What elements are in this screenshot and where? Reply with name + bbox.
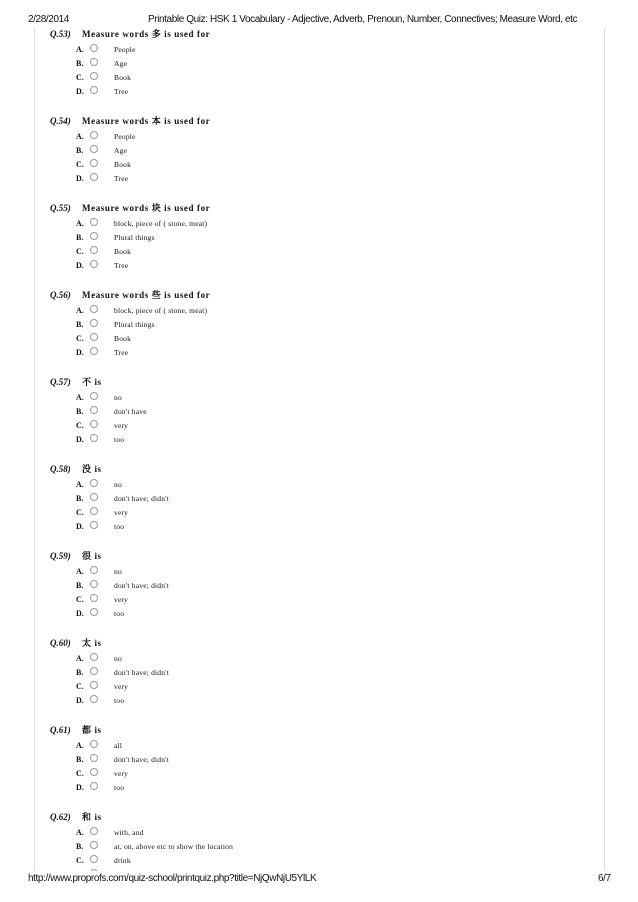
radio-button[interactable]	[90, 406, 98, 414]
option-text: Book	[114, 73, 132, 82]
option-text: Plural things	[114, 320, 155, 329]
question-text: 都 is	[82, 725, 102, 735]
answer-option[interactable]	[28, 840, 611, 854]
radio-button[interactable]	[90, 159, 98, 167]
option-letter: B.	[76, 668, 84, 677]
answer-option[interactable]	[28, 607, 611, 621]
answer-option[interactable]	[28, 593, 611, 607]
question-heading	[28, 635, 611, 652]
radio-button[interactable]	[90, 782, 98, 790]
question-block	[28, 548, 611, 621]
page-title: Printable Quiz: HSK 1 Vocabulary - Adjective, Adverb, Prenoun, Number, Connectives; Measure Word, etc	[148, 14, 578, 25]
question-text: Measure words 多 is used for	[82, 29, 211, 39]
answer-option[interactable]	[28, 739, 611, 753]
answer-option[interactable]	[28, 43, 611, 57]
answer-option[interactable]	[28, 826, 611, 840]
option-text: don't have; didn't	[114, 494, 170, 503]
question-heading	[28, 548, 611, 565]
radio-button[interactable]	[90, 827, 98, 835]
option-text: don't have; didn't	[114, 755, 170, 764]
question-heading	[28, 461, 611, 478]
page-number: 6/7	[598, 873, 611, 884]
option-letter: A.	[76, 828, 84, 837]
question-text: Measure words 本 is used for	[82, 116, 211, 126]
radio-button[interactable]	[90, 58, 98, 66]
option-text: too	[114, 435, 125, 444]
question-number: Q.61)	[50, 725, 71, 735]
option-text: no	[114, 393, 122, 402]
option-letter: A.	[76, 132, 84, 141]
radio-button[interactable]	[90, 681, 98, 689]
answer-option[interactable]	[28, 130, 611, 144]
question-block	[28, 809, 611, 871]
answer-option[interactable]	[28, 565, 611, 579]
question-number: Q.55)	[50, 203, 71, 213]
option-letter: B.	[76, 581, 84, 590]
radio-button[interactable]	[90, 580, 98, 588]
question-number: Q.58)	[50, 464, 71, 474]
radio-button[interactable]	[90, 493, 98, 501]
radio-button[interactable]	[90, 841, 98, 849]
option-text: don't have	[114, 407, 147, 416]
question-number: Q.56)	[50, 290, 71, 300]
option-text: don't have; didn't	[114, 581, 170, 590]
radio-button[interactable]	[90, 566, 98, 574]
answer-option[interactable]	[28, 781, 611, 795]
option-text: block, piece of ( stone, meat)	[114, 306, 208, 315]
option-letter: A.	[76, 306, 84, 315]
option-letter: A.	[76, 567, 84, 576]
option-letter: D.	[76, 348, 84, 357]
radio-button[interactable]	[90, 869, 98, 871]
question-heading	[28, 809, 611, 826]
answer-option[interactable]	[28, 172, 611, 186]
answer-option[interactable]	[28, 318, 611, 332]
print-date: 2/28/2014	[28, 14, 69, 25]
option-text: Tree	[114, 87, 129, 96]
question-number: Q.59)	[50, 551, 71, 561]
option-letter: C.	[76, 160, 84, 169]
question-block	[28, 200, 611, 273]
option-text: very	[114, 682, 129, 691]
radio-button[interactable]	[90, 44, 98, 52]
option-letter	[76, 868, 84, 871]
option-text: Plural things	[114, 233, 155, 242]
option-letter: D.	[76, 261, 84, 270]
answer-option[interactable]	[28, 579, 611, 593]
option-text: too	[114, 696, 125, 705]
option-text: at, on, above etc to show the location	[114, 842, 234, 851]
radio-button[interactable]	[90, 86, 98, 94]
option-letter: C.	[76, 508, 84, 517]
answer-option[interactable]	[28, 767, 611, 781]
answer-option[interactable]	[28, 217, 611, 231]
answer-option[interactable]	[28, 433, 611, 447]
question-number: Q.57)	[50, 377, 71, 387]
question-block	[28, 461, 611, 534]
radio-button[interactable]	[90, 653, 98, 661]
quiz-content	[28, 28, 611, 871]
radio-button[interactable]	[90, 855, 98, 863]
option-letter: C.	[76, 769, 84, 778]
option-letter: D.	[76, 435, 84, 444]
option-text: no	[114, 567, 122, 576]
radio-button[interactable]	[90, 695, 98, 703]
question-heading	[28, 287, 611, 304]
question-heading	[28, 374, 611, 391]
radio-button[interactable]	[90, 145, 98, 153]
print-header	[0, 14, 638, 28]
radio-button[interactable]	[90, 479, 98, 487]
option-letter: D.	[76, 522, 84, 531]
answer-option[interactable]	[28, 158, 611, 172]
option-text: no	[114, 480, 122, 489]
option-letter: D.	[76, 174, 84, 183]
question-number: Q.53)	[50, 29, 71, 39]
radio-button[interactable]	[90, 768, 98, 776]
option-letter: A.	[76, 219, 84, 228]
answer-option[interactable]	[28, 492, 611, 506]
radio-button[interactable]	[90, 667, 98, 675]
page-url: http://www.proprofs.com/quiz-school/printquiz.php?title=NjQwNjU5YlLK	[28, 873, 317, 884]
option-text: Tree	[114, 174, 129, 183]
answer-option[interactable]	[28, 346, 611, 360]
answer-option[interactable]	[28, 57, 611, 71]
radio-button[interactable]	[90, 754, 98, 762]
radio-button[interactable]	[90, 246, 98, 254]
question-block	[28, 287, 611, 360]
option-text: People	[114, 45, 136, 54]
answer-option[interactable]	[28, 405, 611, 419]
question-heading	[28, 28, 611, 43]
radio-button[interactable]	[90, 173, 98, 181]
option-text: all	[114, 741, 123, 750]
answer-option[interactable]	[28, 71, 611, 85]
option-letter: A.	[76, 393, 84, 402]
radio-button[interactable]	[90, 434, 98, 442]
option-letter: C.	[76, 73, 84, 82]
radio-button[interactable]	[90, 232, 98, 240]
option-letter: D.	[76, 783, 84, 792]
question-number: Q.62)	[50, 812, 71, 822]
option-text: no	[114, 654, 122, 663]
option-letter: C.	[76, 856, 84, 865]
option-letter: C.	[76, 334, 84, 343]
answer-option[interactable]	[28, 868, 611, 871]
question-block	[28, 28, 611, 99]
option-letter: B.	[76, 59, 84, 68]
option-text: People	[114, 132, 136, 141]
answer-option[interactable]	[28, 854, 611, 868]
option-text: very	[114, 595, 129, 604]
answer-option[interactable]	[28, 245, 611, 259]
radio-button[interactable]	[90, 420, 98, 428]
option-letter: A.	[76, 741, 84, 750]
answer-option[interactable]	[28, 259, 611, 273]
option-text	[114, 868, 123, 871]
radio-button[interactable]	[90, 347, 98, 355]
option-text: with, and	[114, 828, 144, 837]
radio-button[interactable]	[90, 740, 98, 748]
radio-button[interactable]	[90, 319, 98, 327]
option-letter: D.	[76, 87, 84, 96]
option-letter: D.	[76, 696, 84, 705]
option-text: too	[114, 609, 125, 618]
answer-option[interactable]	[28, 85, 611, 99]
question-text: 太 is	[82, 638, 102, 648]
question-text: 不 is	[82, 377, 102, 387]
question-text: 很 is	[82, 551, 102, 561]
print-footer	[0, 873, 638, 887]
option-letter: B.	[76, 842, 84, 851]
radio-button[interactable]	[90, 131, 98, 139]
option-letter: C.	[76, 595, 84, 604]
question-block	[28, 722, 611, 795]
option-letter: B.	[76, 407, 84, 416]
question-text: Measure words 块 is used for	[82, 203, 211, 213]
option-text: very	[114, 769, 129, 778]
question-heading	[28, 200, 611, 217]
option-letter: A.	[76, 654, 84, 663]
question-list	[28, 28, 611, 871]
option-letter: B.	[76, 320, 84, 329]
option-letter: C.	[76, 247, 84, 256]
option-text: too	[114, 783, 125, 792]
answer-option[interactable]	[28, 520, 611, 534]
radio-button[interactable]	[90, 218, 98, 226]
option-letter: C.	[76, 421, 84, 430]
option-text: Tree	[114, 261, 129, 270]
option-letter: A.	[76, 480, 84, 489]
option-letter: B.	[76, 233, 84, 242]
answer-option[interactable]	[28, 231, 611, 245]
answer-option[interactable]	[28, 652, 611, 666]
radio-button[interactable]	[90, 305, 98, 313]
answer-option[interactable]	[28, 666, 611, 680]
radio-button[interactable]	[90, 507, 98, 515]
option-letter: C.	[76, 682, 84, 691]
answer-option[interactable]	[28, 694, 611, 708]
question-number: Q.54)	[50, 116, 71, 126]
option-text: Book	[114, 247, 132, 256]
option-text: don't have; didn't	[114, 668, 170, 677]
question-heading	[28, 722, 611, 739]
option-letter: B.	[76, 146, 84, 155]
option-text: Age	[114, 59, 128, 68]
answer-option[interactable]	[28, 419, 611, 433]
question-block	[28, 635, 611, 708]
option-text: Age	[114, 146, 128, 155]
question-text: Measure words 些 is used for	[82, 290, 211, 300]
option-letter: B.	[76, 755, 84, 764]
option-text: Book	[114, 160, 132, 169]
answer-option[interactable]	[28, 304, 611, 318]
option-text: very	[114, 421, 129, 430]
answer-option[interactable]	[28, 753, 611, 767]
option-text: drink	[114, 856, 131, 865]
question-number: Q.60)	[50, 638, 71, 648]
answer-option[interactable]	[28, 391, 611, 405]
radio-button[interactable]	[90, 72, 98, 80]
radio-button[interactable]	[90, 333, 98, 341]
radio-button[interactable]	[90, 392, 98, 400]
radio-button[interactable]	[90, 608, 98, 616]
option-text: Book	[114, 334, 132, 343]
option-letter: D.	[76, 609, 84, 618]
question-block	[28, 374, 611, 447]
answer-option[interactable]	[28, 332, 611, 346]
radio-button[interactable]	[90, 594, 98, 602]
answer-option[interactable]	[28, 680, 611, 694]
option-text: block, piece of ( stone, meat)	[114, 219, 208, 228]
radio-button[interactable]	[90, 521, 98, 529]
option-letter: B.	[76, 494, 84, 503]
question-text: 没 is	[82, 464, 102, 474]
answer-option[interactable]	[28, 506, 611, 520]
option-letter: A.	[76, 45, 84, 54]
option-text: too	[114, 522, 125, 531]
answer-option[interactable]	[28, 478, 611, 492]
question-text: 和 is	[82, 812, 102, 822]
option-text: very	[114, 508, 129, 517]
option-text: Tree	[114, 348, 129, 357]
answer-option[interactable]	[28, 144, 611, 158]
question-heading	[28, 113, 611, 130]
radio-button[interactable]	[90, 260, 98, 268]
question-block	[28, 113, 611, 186]
